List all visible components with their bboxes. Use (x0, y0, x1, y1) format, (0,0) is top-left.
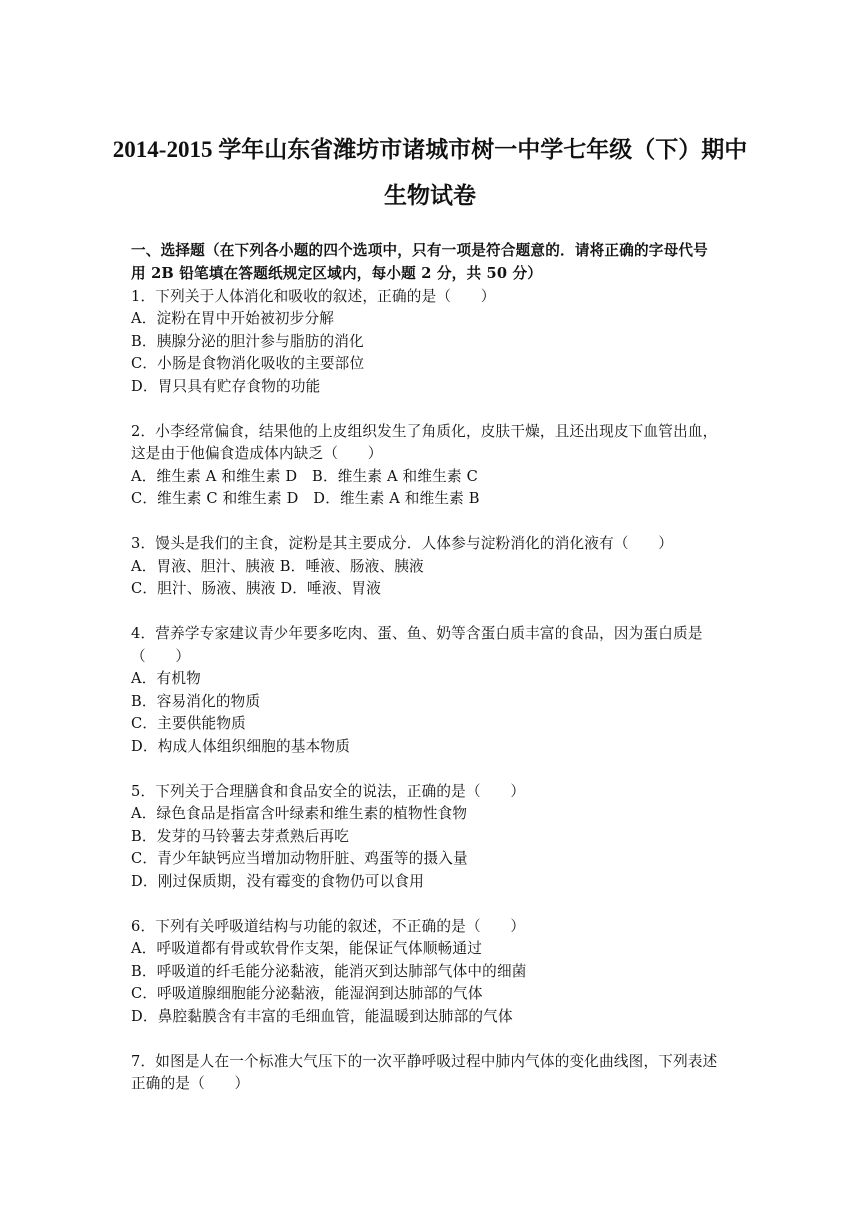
question-2-options-ab: A．维生素 A 和维生素 D B．维生素 A 和维生素 C (131, 468, 478, 485)
exam-title-line-1: 2014-2015 学年山东省潍坊市诸城市树一中学七年级（下）期中 (112, 137, 748, 162)
exam-title-line-2: 生物试卷 (384, 183, 476, 208)
section-heading-line-2: 用 2B 铅笔填在答题纸规定区域内，每小题 2 分，共 50 分） (131, 265, 543, 282)
question-6-option-d: D．鼻腔黏膜含有丰富的毛细血管，能温暖到达肺部的气体 (131, 1008, 513, 1025)
question-1-stem: 1．下列关于人体消化和吸收的叙述，正确的是（ ） (131, 288, 496, 305)
question-4-option-d: D．构成人体组织细胞的基本物质 (131, 738, 351, 755)
question-1-option-d: D．胃只具有贮存食物的功能 (131, 378, 321, 395)
question-2-stem-line-2: 这是由于他偏食造成体内缺乏（ ） (131, 445, 383, 462)
question-4-option-c: C．主要供能物质 (131, 715, 246, 732)
question-5-option-d: D．刚过保质期，没有霉变的食物仍可以食用 (131, 873, 424, 890)
question-5-option-b: B．发芽的马铃薯去芽煮熟后再吃 (131, 828, 350, 845)
question-4-option-a: A．有机物 (131, 670, 201, 687)
question-5-option-c: C．青少年缺钙应当增加动物肝脏、鸡蛋等的摄入量 (131, 850, 468, 867)
question-6-option-a: A．呼吸道都有骨或软骨作支架，能保证气体顺畅通过 (131, 940, 482, 957)
question-6-option-c: C．呼吸道腺细胞能分泌黏液，能湿润到达肺部的气体 (131, 985, 483, 1002)
question-3-options-cd: C．胆汁、肠液、胰液 D．唾液、胃液 (131, 580, 382, 597)
question-3-options-ab: A．胃液、胆汁、胰液 B．唾液、肠液、胰液 (131, 558, 424, 575)
question-7-stem-line-1: 7．如图是人在一个标准大气压下的一次平静呼吸过程中肺内气体的变化曲线图，下列表述 (131, 1053, 718, 1070)
section-heading-line-1: 一、选择题（在下列各小题的四个选项中，只有一项是符合题意的．请将正确的字母代号 (131, 242, 708, 259)
question-4-stem-line-2: （ ） (131, 648, 191, 665)
question-2-stem-line-1: 2．小李经常偏食，结果他的上皮组织发生了角质化，皮肤干燥，且还出现皮下血管出血， (131, 423, 718, 440)
question-4-option-b: B．容易消化的物质 (131, 693, 261, 710)
question-5-option-a: A．绿色食品是指富含叶绿素和维生素的植物性食物 (131, 805, 468, 822)
question-1-option-a: A．淀粉在胃中开始被初步分解 (131, 310, 335, 327)
question-6-stem: 6．下列有关呼吸道结构与功能的叙述，不正确的是（ ） (131, 918, 526, 935)
question-1-option-b: B．胰腺分泌的胆汁参与脂肪的消化 (131, 333, 364, 350)
question-3-stem: 3．馒头是我们的主食，淀粉是其主要成分．人体参与淀粉消化的消化液有（ ） (131, 535, 674, 552)
question-2-options-cd: C．维生素 C 和维生素 D D．维生素 A 和维生素 B (131, 490, 480, 507)
question-4-stem-line-1: 4．营养学专家建议青少年要多吃肉、蛋、鱼、奶等含蛋白质丰富的食品，因为蛋白质是 (131, 625, 703, 642)
question-7-stem-line-2: 正确的是（ ） (131, 1075, 250, 1092)
question-1-option-c: C．小肠是食物消化吸收的主要部位 (131, 355, 365, 372)
question-6-option-b: B．呼吸道的纤毛能分泌黏液，能消灭到达肺部气体中的细菌 (131, 963, 527, 980)
question-5-stem: 5．下列关于合理膳食和食品安全的说法，正确的是（ ） (131, 783, 526, 800)
